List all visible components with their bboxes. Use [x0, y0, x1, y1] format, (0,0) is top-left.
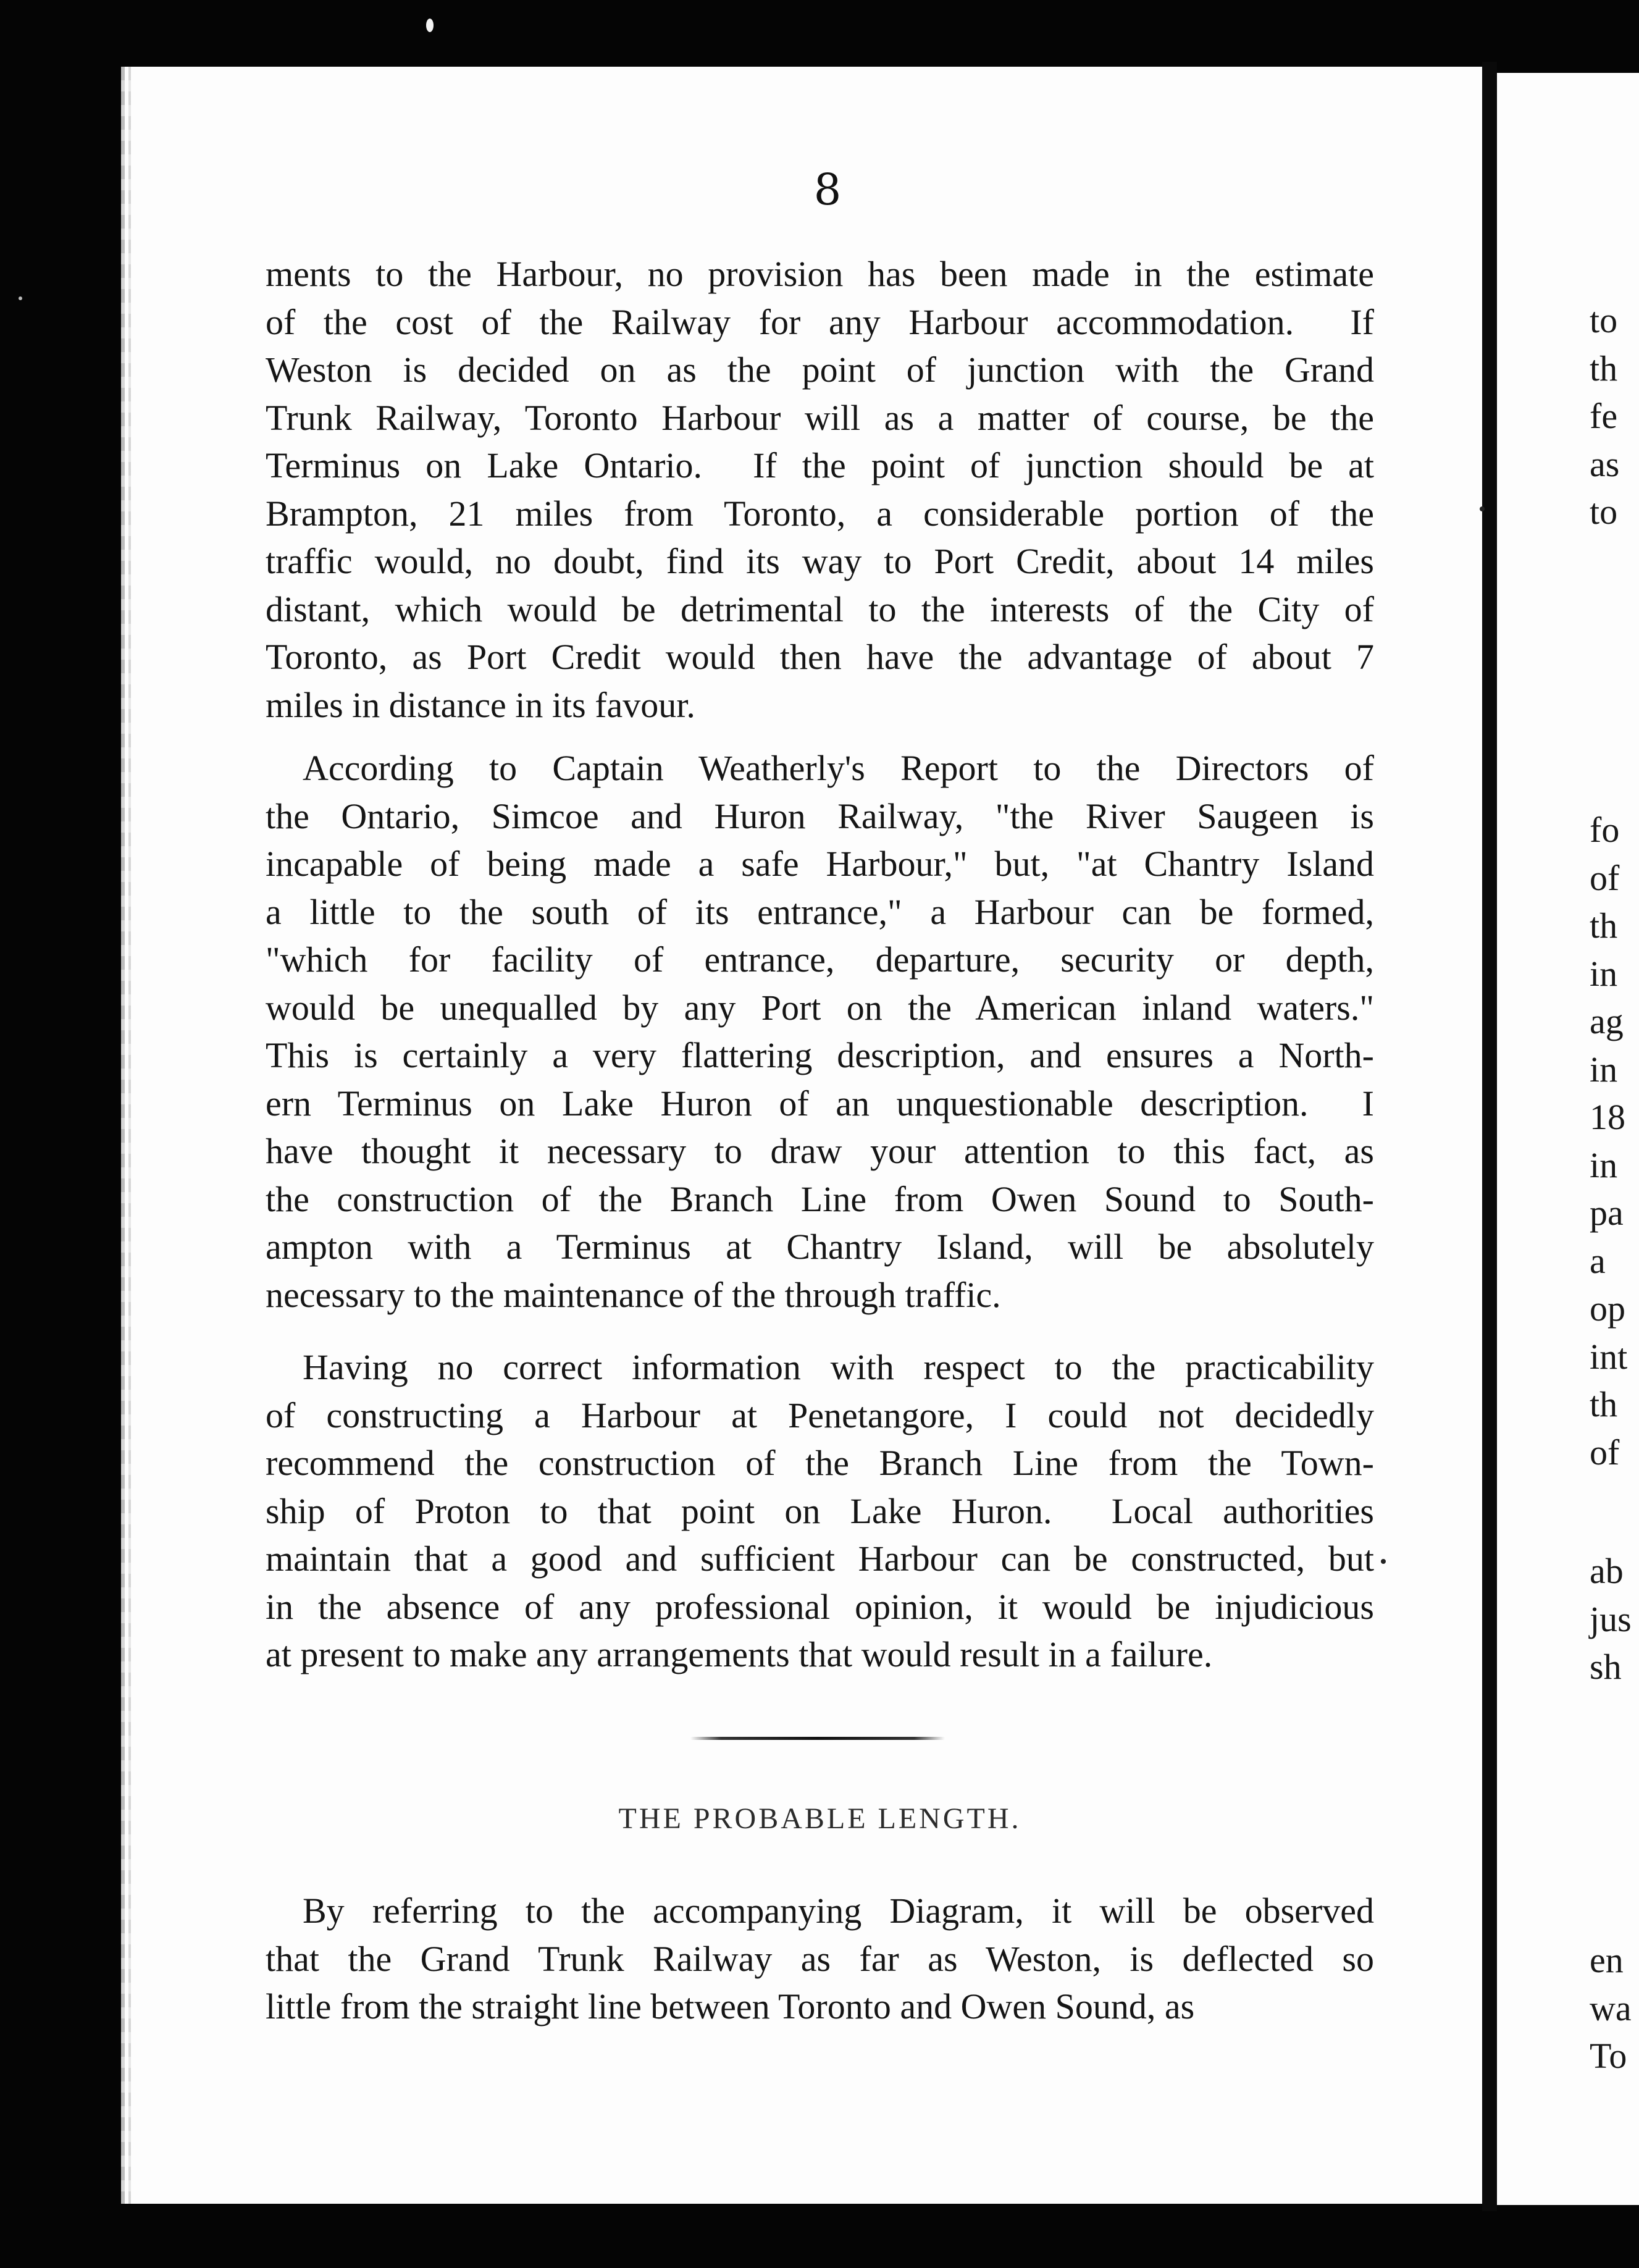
facing-page-fragment: a: [1590, 1240, 1606, 1281]
text-line: Terminus on Lake Ontario. If the point of junction should be at: [266, 445, 1374, 485]
facing-page-fragment: to: [1590, 492, 1618, 532]
text-line: Brampton, 21 miles from Toronto, a considerable portion of the: [266, 493, 1374, 534]
text-line: little from the straight line between Toronto and Owen Sound, as: [266, 1986, 1195, 2026]
facing-page-fragment: fo: [1590, 810, 1620, 850]
paragraph: [266, 1343, 1374, 1679]
facing-page-fragment: op: [1590, 1288, 1625, 1329]
text-line: that the Grand Trunk Railway as far as Weston, is deflected so: [266, 1938, 1374, 1979]
facing-page-fragment: sh: [1590, 1647, 1622, 1687]
text-line: By referring to the accompanying Diagram, it will be observed: [303, 1891, 1374, 1931]
facing-page-fragment: to: [1590, 300, 1618, 340]
page-number: 8: [813, 164, 842, 215]
text-line: the Ontario, Simcoe and Huron Railway, "the River Saugeen is: [266, 796, 1374, 836]
text-line: distant, which would be detrimental to the interests of the City of: [266, 589, 1374, 629]
facing-page-fragment: of: [1590, 857, 1620, 898]
facing-page-text: [1590, 1547, 1632, 1691]
text-line: ments to the Harbour, no provision has been made in the estimate: [266, 254, 1374, 294]
facing-page-text: [1590, 1936, 1632, 2080]
facing-page-fragment: as: [1590, 443, 1620, 484]
text-line: of the cost of the Railway for any Harbour accommodation. If: [266, 301, 1374, 342]
text-line: According to Captain Weatherly's Report to the Directors of: [303, 748, 1374, 788]
text-line: miles in distance in its favour.: [266, 684, 695, 725]
facing-page-fragment: ag: [1590, 1001, 1624, 1041]
text-line: maintain that a good and sufficient Harbour can be constructed, but: [266, 1539, 1374, 1579]
text-line: Having no correct information with respect to the practicability: [303, 1347, 1374, 1387]
scan-speck: [19, 296, 22, 300]
text-line: "which for facility of entrance, departure, security or depth,: [266, 939, 1374, 980]
facing-page-fragment: in: [1590, 953, 1618, 994]
facing-page-text: [1590, 296, 1619, 536]
page-edge-shadow: [128, 67, 131, 2204]
facing-page-fragment: in: [1590, 1049, 1618, 1090]
facing-page-fragment: 18: [1590, 1097, 1625, 1137]
text-line: ship of Proton to that point on Lake Huron. Local authorities: [266, 1490, 1374, 1531]
text-line: incapable of being made a safe Harbour," but, "at Chantry Island: [266, 844, 1374, 884]
text-line: Weston is decided on as the point of junction with the Grand: [266, 350, 1374, 390]
text-line: the construction of the Branch Line from Owen Sound to South-: [266, 1178, 1374, 1219]
facing-page-fragment: pa: [1590, 1193, 1624, 1233]
facing-page-fragment: th: [1590, 348, 1618, 388]
text-line: of constructing a Harbour at Penetangore, I could not decidedly: [266, 1395, 1374, 1435]
text-line: Toronto, as Port Credit would then have the advantage of about 7: [266, 637, 1374, 677]
facing-page-fragment: of: [1590, 1432, 1620, 1472]
facing-page-fragment: ab: [1590, 1551, 1624, 1591]
facing-page-fragment: th: [1590, 1384, 1618, 1424]
text-line: a little to the south of its entrance," a Harbour can be formed,: [266, 891, 1374, 932]
text-line: traffic would, no doubt, find its way to Port Credit, about 14 miles: [266, 541, 1374, 581]
text-line: have thought it necessary to draw your attention to this fact, as: [266, 1131, 1374, 1171]
section-heading: THE PROBABLE LENGTH.: [618, 1802, 1021, 1835]
text-line: at present to make any arrangements that would result in a failure.: [266, 1634, 1213, 1674]
text-line: would be unequalled by any Port on the American inland waters.": [266, 987, 1374, 1028]
facing-page-fragment: jus: [1590, 1598, 1632, 1639]
facing-page-text: [1590, 806, 1627, 1476]
paragraph: [266, 250, 1374, 729]
facing-page-fragment: en: [1590, 1940, 1624, 1980]
book-gutter: [1482, 62, 1497, 2211]
scan-speck: [426, 19, 434, 32]
margin-mark: [1381, 1559, 1386, 1564]
paragraph: [266, 744, 1374, 1319]
paragraph: [266, 1887, 1374, 2031]
facing-page-fragment: int: [1590, 1336, 1628, 1377]
facing-page-fragment: in: [1590, 1144, 1618, 1185]
facing-page-fragment: To: [1590, 2036, 1627, 2076]
text-line: Trunk Railway, Toronto Harbour will as a matter of course, be the: [266, 397, 1374, 438]
text-line: ampton with a Terminus at Chantry Island, will be absolutely: [266, 1227, 1374, 1267]
page-edge-shadow: [121, 67, 125, 2204]
text-line: ern Terminus on Lake Huron of an unquestionable description. I: [266, 1083, 1374, 1124]
text-line: This is certainly a very flattering description, and ensures a North-: [266, 1035, 1374, 1075]
text-line: recommend the construction of the Branch Line from the Town-: [266, 1443, 1374, 1483]
text-line: necessary to the maintenance of the through traffic.: [266, 1274, 1001, 1315]
facing-page-fragment: fe: [1590, 396, 1618, 436]
facing-page-fragment: wa: [1590, 1988, 1632, 2028]
facing-page-fragment: th: [1590, 905, 1618, 946]
section-divider: [690, 1737, 945, 1740]
margin-mark: [1480, 506, 1485, 511]
text-line: in the absence of any professional opinion, it would be injudicious: [266, 1586, 1374, 1627]
